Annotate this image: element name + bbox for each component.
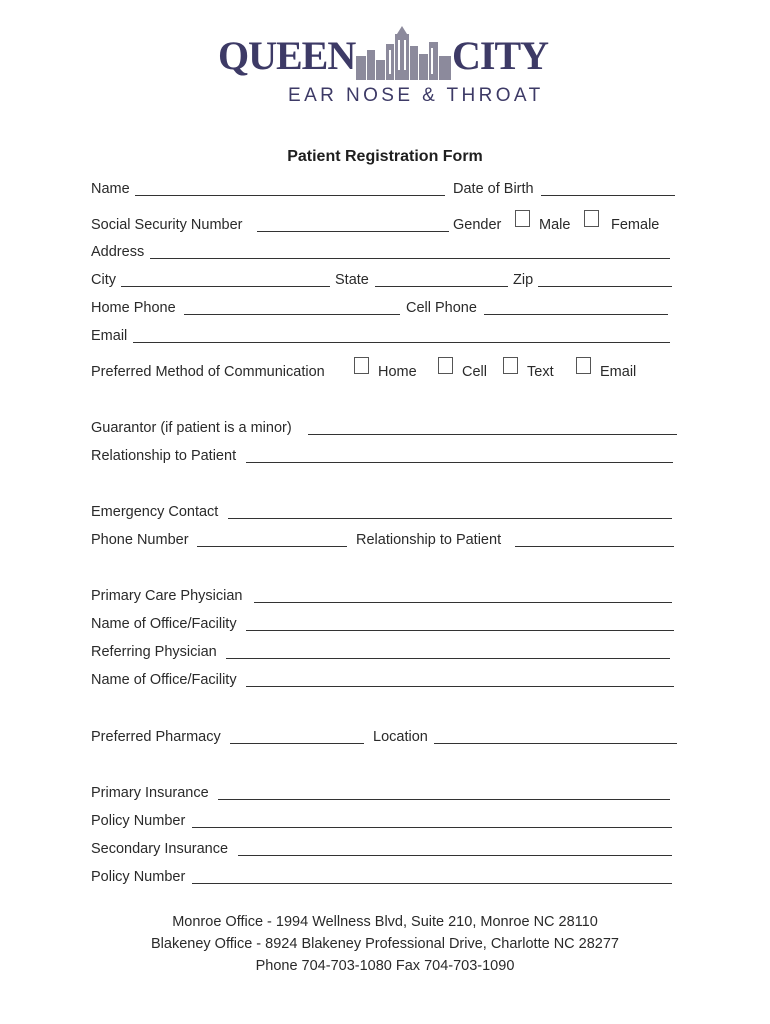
state-label: State [335, 272, 369, 288]
gender-label: Gender [453, 217, 502, 233]
footer-monroe-office: Monroe Office - 1994 Wellness Blvd, Suite 210, Monroe NC 28110 [172, 914, 598, 930]
secondary-insurance-label: Secondary Insurance [91, 841, 229, 857]
zip-label: Zip [513, 272, 534, 288]
emergency-phone-label: Phone Number [91, 532, 189, 548]
dob-field[interactable] [541, 195, 675, 196]
cell-phone-label: Cell Phone [406, 300, 477, 316]
method-email-label: Email [600, 364, 637, 380]
preferred-method-label: Preferred Method of Communication [91, 364, 325, 380]
cell-phone-field[interactable] [484, 314, 668, 315]
referring-physician-label: Referring Physician [91, 644, 217, 660]
pharmacy-location-field[interactable] [434, 743, 677, 744]
logo-word-city: CITY [452, 33, 549, 78]
primary-policy-label: Policy Number [91, 813, 186, 829]
method-email-checkbox[interactable] [576, 357, 591, 374]
emergency-relationship-label: Relationship to Patient [356, 532, 502, 548]
gender-male-label: Male [539, 217, 571, 233]
gender-female-label: Female [611, 217, 660, 233]
guarantor-relationship-label: Relationship to Patient [91, 448, 237, 464]
guarantor-label: Guarantor (if patient is a minor) [91, 420, 292, 436]
home-phone-field[interactable] [184, 314, 400, 315]
guarantor-field[interactable] [308, 434, 677, 435]
pharmacy-location-label: Location [373, 729, 428, 745]
name-field[interactable] [135, 195, 445, 196]
logo-subtitle: EAR NOSE & THROAT [288, 85, 544, 106]
ssn-label: Social Security Number [91, 217, 243, 233]
secondary-policy-field[interactable] [192, 883, 672, 884]
pharmacy-field[interactable] [230, 743, 364, 744]
city-field[interactable] [121, 286, 330, 287]
email-label: Email [91, 328, 128, 344]
footer-blakeney-office: Blakeney Office - 8924 Blakeney Professional Drive, Charlotte NC 28277 [150, 936, 619, 952]
referring-office-field[interactable] [246, 686, 674, 687]
primary-policy-field[interactable] [192, 827, 672, 828]
method-cell-label: Cell [462, 364, 487, 380]
gender-male-checkbox[interactable] [515, 210, 530, 227]
zip-field[interactable] [538, 286, 672, 287]
primary-insurance-label: Primary Insurance [91, 785, 209, 801]
address-label: Address [91, 244, 145, 260]
referring-physician-field[interactable] [226, 658, 670, 659]
emergency-relationship-field[interactable] [515, 546, 674, 547]
method-text-checkbox[interactable] [503, 357, 518, 374]
secondary-insurance-field[interactable] [238, 855, 672, 856]
method-home-checkbox[interactable] [354, 357, 369, 374]
secondary-policy-label: Policy Number [91, 869, 186, 885]
address-field[interactable] [150, 258, 670, 259]
ssn-field[interactable] [257, 231, 449, 232]
method-text-label: Text [527, 364, 554, 380]
method-home-label: Home [378, 364, 417, 380]
skyline-logo-icon [356, 26, 452, 80]
pharmacy-label: Preferred Pharmacy [91, 729, 221, 745]
primary-insurance-field[interactable] [218, 799, 670, 800]
method-cell-checkbox[interactable] [438, 357, 453, 374]
home-phone-label: Home Phone [91, 300, 176, 316]
referring-office-label: Name of Office/Facility [91, 672, 237, 688]
pcp-office-field[interactable] [246, 630, 674, 631]
email-field[interactable] [133, 342, 670, 343]
dob-label: Date of Birth [453, 181, 534, 197]
emergency-contact-field[interactable] [228, 518, 672, 519]
emergency-contact-label: Emergency Contact [91, 504, 219, 520]
practice-logo [218, 26, 554, 106]
form-title: Patient Registration Form [287, 148, 483, 165]
pcp-field[interactable] [254, 602, 672, 603]
logo-word-queen: QUEEN [218, 33, 356, 78]
guarantor-relationship-field[interactable] [246, 462, 673, 463]
emergency-phone-field[interactable] [197, 546, 347, 547]
pcp-office-label: Name of Office/Facility [91, 616, 237, 632]
footer-phone-fax: Phone 704-703-1080 Fax 704-703-1090 [255, 958, 515, 974]
city-label: City [91, 272, 116, 288]
pcp-label: Primary Care Physician [91, 588, 243, 604]
gender-female-checkbox[interactable] [584, 210, 599, 227]
name-label: Name [91, 181, 130, 197]
state-field[interactable] [375, 286, 508, 287]
